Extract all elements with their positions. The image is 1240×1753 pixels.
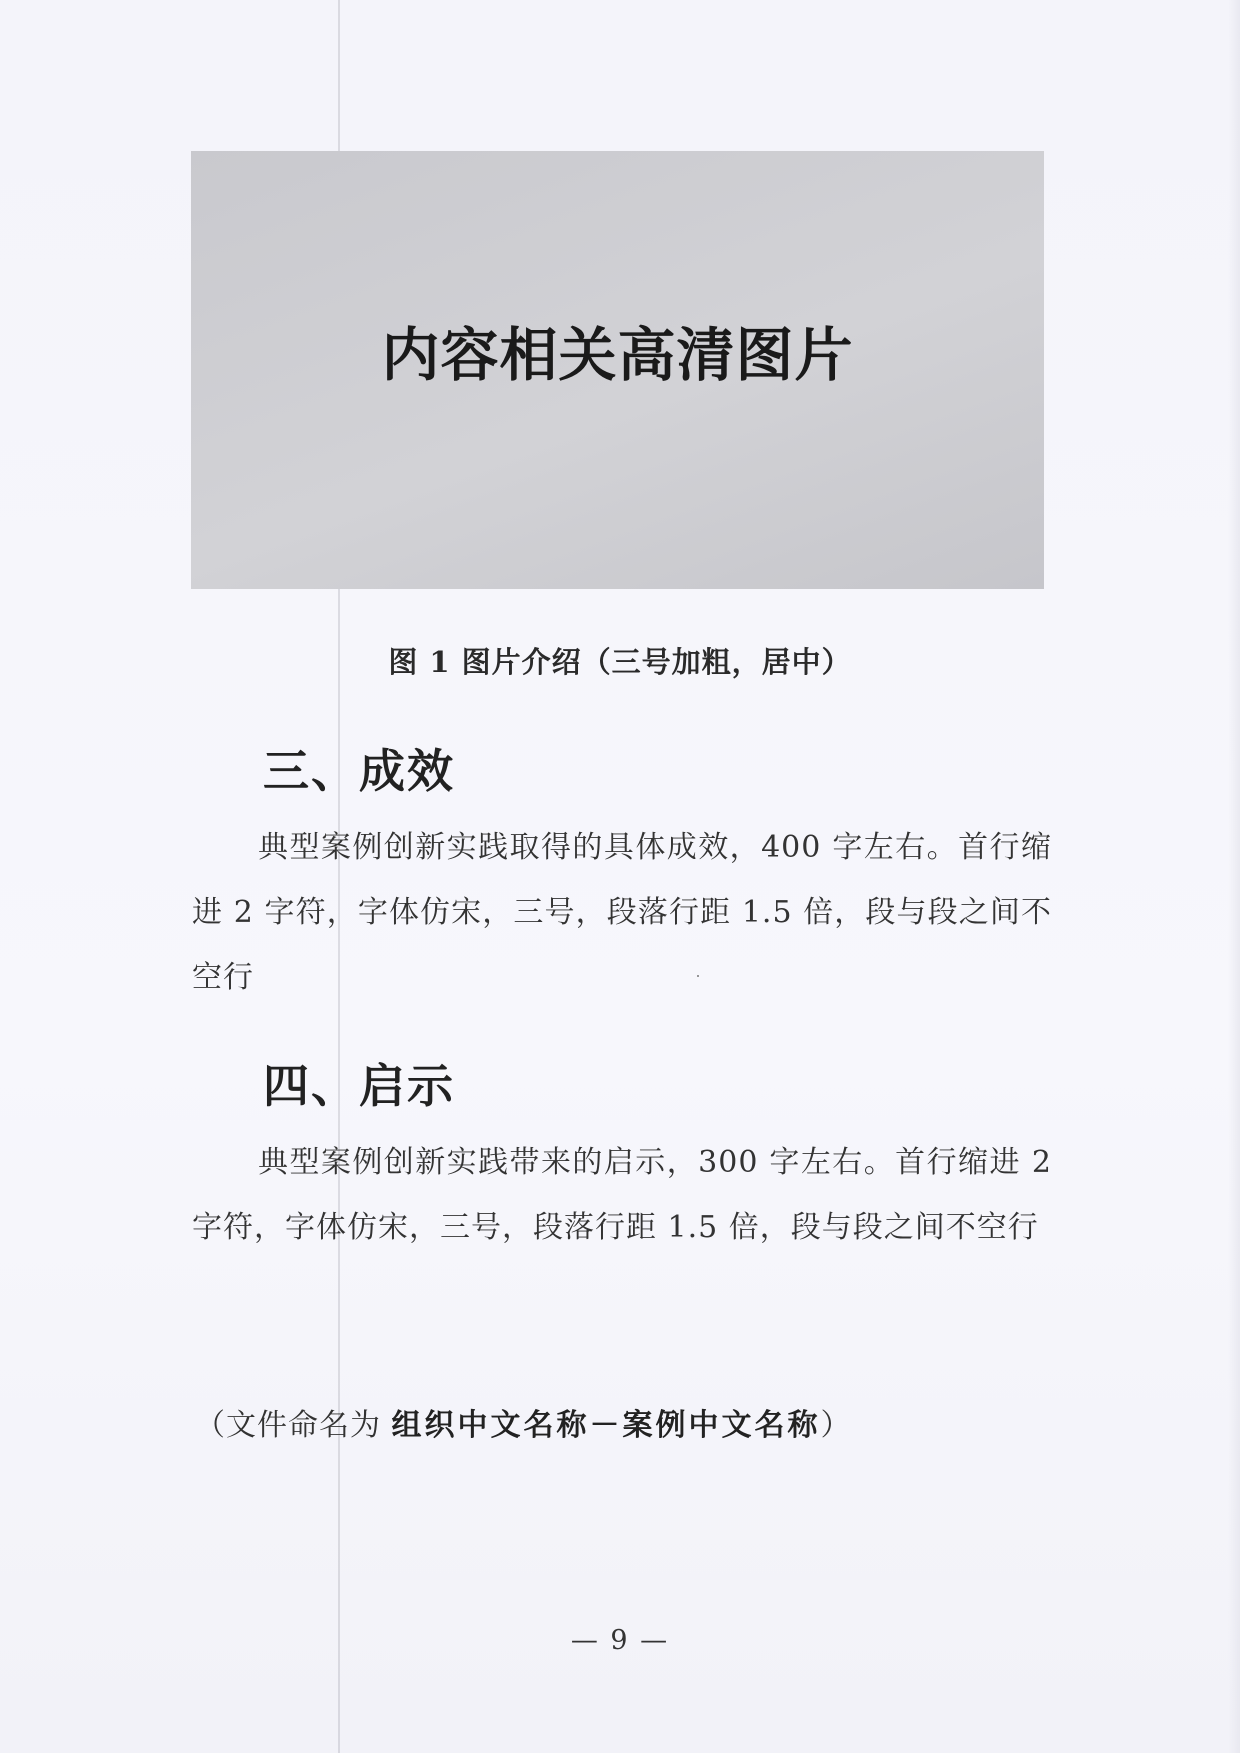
section-heading-results: 三、成效 — [263, 744, 455, 798]
section-heading-insights: 四、启示 — [263, 1059, 455, 1113]
image-placeholder — [191, 151, 1044, 589]
image-placeholder-text: 内容相关高清图片 — [381, 321, 854, 389]
scan-speck — [697, 975, 699, 977]
section-paragraph-insights: 典型案例创新实践带来的启示，300 字左右。首行缩进 2 字符，字体仿宋，三号，段落行距 1.5 倍，段与段之间不空行 — [192, 1145, 1052, 1245]
scan-edge-shadow — [1228, 0, 1240, 1753]
section-paragraph-results: 典型案例创新实践取得的具体成效，400 字左右。首行缩进 2 字符，字体仿宋，三号，段落行距 1.5 倍，段与段之间不空行 — [192, 830, 1052, 995]
filename-note-prefix: （文件命名为 — [195, 1408, 392, 1443]
page-number: — 9 — — [570, 1625, 670, 1656]
figure-caption: 图 1 图片介绍（三号加粗，居中） — [388, 645, 852, 679]
filename-note — [195, 1400, 852, 1444]
filename-note-format: 组织中文名称－案例中文名称 — [391, 1408, 821, 1443]
filename-note-suffix: ） — [820, 1408, 852, 1443]
